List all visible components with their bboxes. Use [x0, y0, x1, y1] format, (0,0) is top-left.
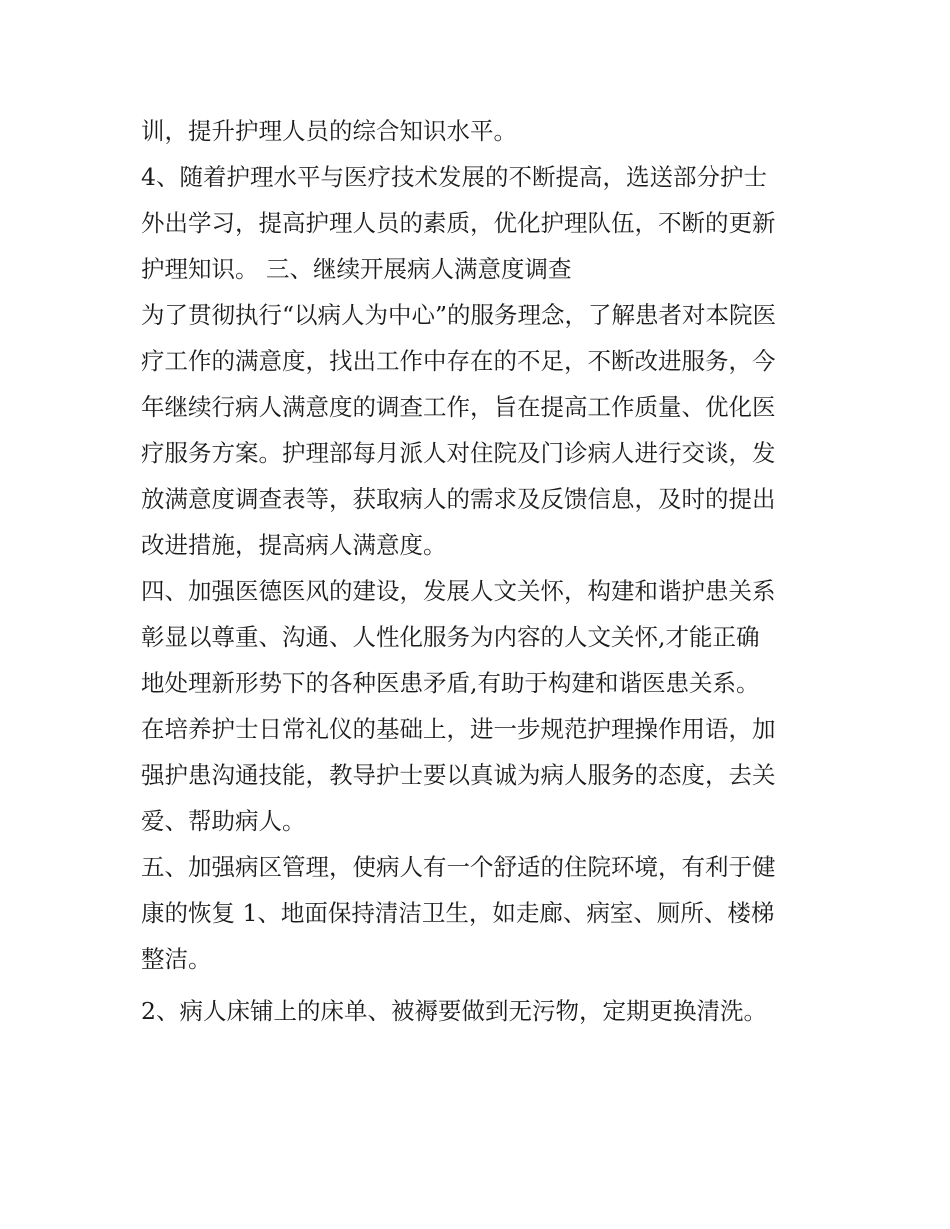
text-line: 五、加强病区管理，使病人有一个舒适的住院环境，有利于健: [141, 853, 776, 881]
text-line: 为了贯彻执行“以病人为中心”的服务理念，了解患者对本院医: [141, 301, 777, 329]
text-line: 地处理新形势下的各种医患矛盾,有助于构建和谐医患关系。: [141, 669, 760, 697]
text-line: 彰显以尊重、沟通、人性化服务为内容的人文关怀,才能正确: [141, 623, 760, 651]
text-line: 训，提升护理人员的综合知识水平。: [141, 117, 517, 145]
text-line: 放满意度调查表等，获取病人的需求及反馈信息，及时的提出: [141, 485, 776, 513]
document-body: [141, 108, 821, 1034]
text-line: 爱、帮助病人。: [141, 807, 306, 835]
text-line: 外出学习，提高护理人员的素质，优化护理队伍，不断的更新: [141, 209, 776, 237]
text-line: 护理知识。 三、继续开展病人满意度调查: [141, 255, 572, 283]
text-line: 强护患沟通技能，教导护士要以真诚为病人服务的态度，去关: [141, 761, 776, 789]
text-line: 疗工作的满意度，找出工作中存在的不足，不断改进服务，今: [141, 347, 776, 375]
text-line: 2、病人床铺上的床单、被褥要做到无污物，定期更换清洗。: [141, 997, 767, 1025]
text-line: 四、加强医德医风的建设，发展人文关怀，构建和谐护患关系: [141, 577, 776, 605]
text-line: 4、随着护理水平与医疗技术发展的不断提高，选送部分护士: [141, 163, 767, 191]
text-line: 年继续行病人满意度的调查工作，旨在提高工作质量、优化医: [141, 393, 776, 421]
text-line: 改进措施，提高病人满意度。: [141, 531, 447, 559]
text-line: 疗服务方案。护理部每月派人对住院及门诊病人进行交谈，发: [141, 439, 776, 467]
text-line: 康的恢复 1、地面保持清洁卫生，如走廊、病室、厕所、楼梯: [141, 899, 775, 927]
text-line: 整洁。: [141, 945, 212, 973]
text-line: 在培养护士日常礼仪的基础上，进一步规范护理操作用语，加: [141, 715, 776, 743]
